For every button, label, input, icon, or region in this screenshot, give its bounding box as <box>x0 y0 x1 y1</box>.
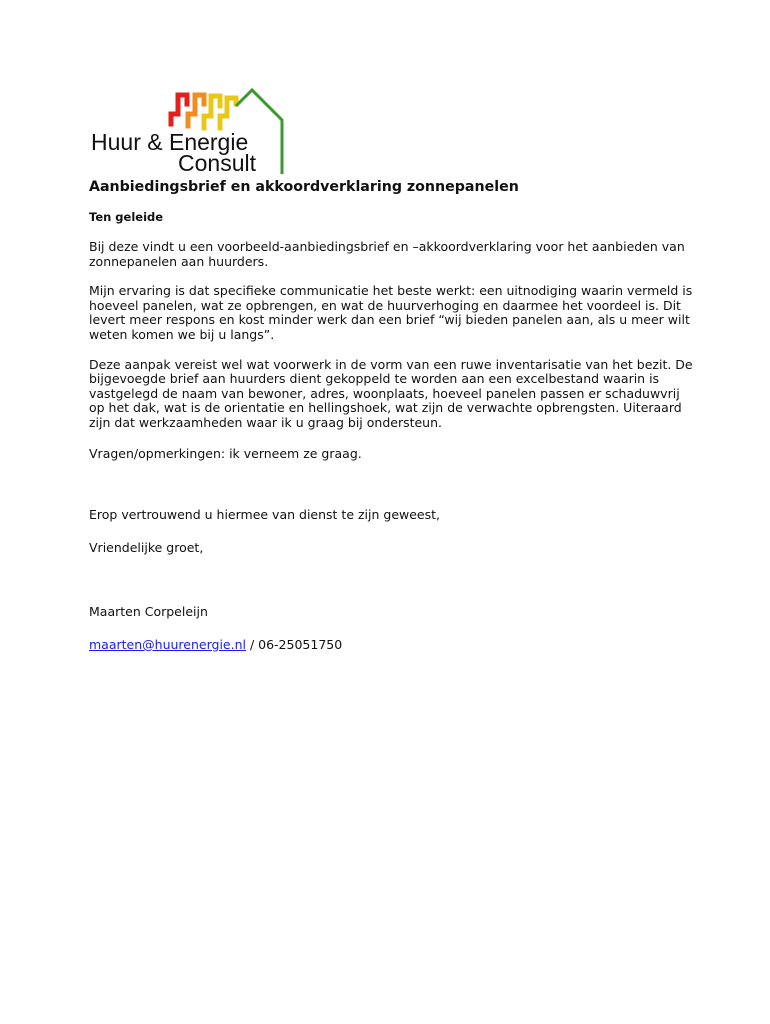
paragraph-approach: Deze aanpak vereist wel wat voorwerk in de vorm van een ruwe inventarisatie van het bezit. De bijgevoegde brief aan huurders dient gekoppeld te worden aan een excelbestand waarin is vastgelegd de naam van bewoner, adres, woonplaats, hoeveel panelen passen er schaduwvrij op het dak, wat is de orientatie en hellingshoek, wat zijn de verwachte opbrengsten. Uiteraard zijn dat werkzaamheden waar ik u graag bij ondersteun. <box>89 356 693 430</box>
logo-text-line1: Huur & Energie <box>91 129 249 155</box>
signature-name: Maarten Corpeleijn <box>89 604 208 620</box>
paragraph-experience: Mijn ervaring is dat specifieke communicatie het beste werkt: een uitnodiging waarin vermeld is hoeveel panelen, wat ze opbrengen, en wat de huurverhoging en daarmee het voordeel is. Dit levert meer respons en kost minder werk dan een brief “wij bieden panelen aan, als u meer wilt weten komen we bij u langs”. <box>89 283 693 342</box>
contact-line <box>89 638 699 653</box>
red-stripe-shape <box>171 95 187 124</box>
letter-content <box>89 178 699 653</box>
paragraph-questions: Vragen/opmerkingen: ik verneem ze graag. <box>89 445 362 461</box>
paragraph-closing: Erop vertrouwend u hiermee van dienst te zijn geweest, <box>89 507 441 523</box>
phone-text: / 06-25051750 <box>245 636 343 652</box>
company-logo <box>88 86 288 178</box>
document-title: Aanbiedingsbrief en akkoordverklaring zonnepanelen <box>89 179 519 195</box>
logo-text-line2: Consult <box>178 150 256 176</box>
email-link[interactable]: maarten@huurenergie.nl <box>89 636 246 652</box>
paragraph-intro: Bij deze vindt u een voorbeeld-aanbiedingsbrief en –akkoordverklaring voor het aanbieden van zonnepanelen aan huurders. <box>89 239 685 269</box>
section-heading: Ten geleide <box>89 210 164 224</box>
paragraph-greeting: Vriendelijke groet, <box>89 539 204 555</box>
